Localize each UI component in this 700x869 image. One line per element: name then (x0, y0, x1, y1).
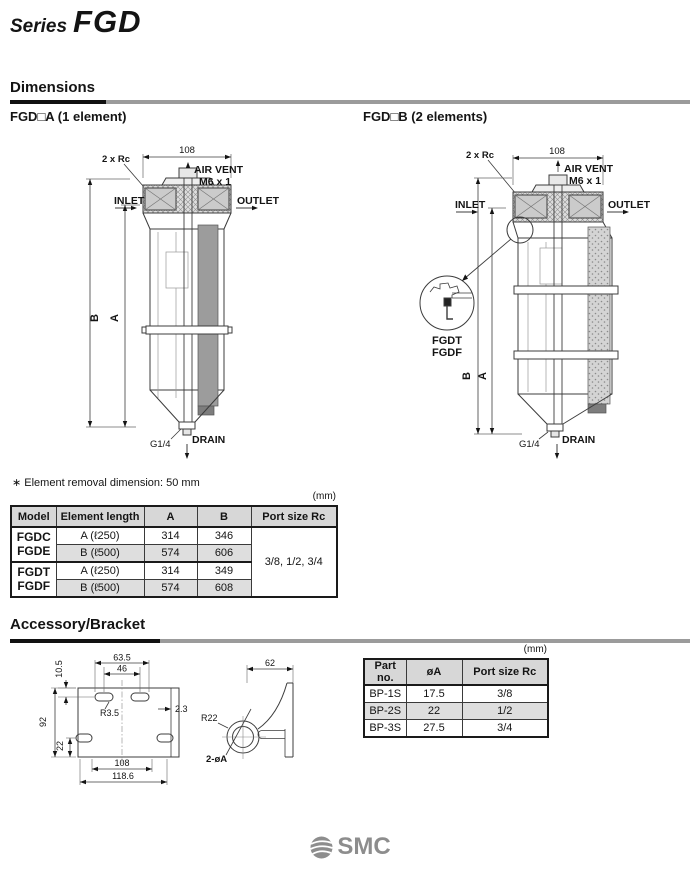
label-drain: DRAIN (562, 434, 596, 446)
table-row: FGDT FGDF A (ℓ250) 314 349 (11, 562, 337, 580)
smc-logo-text: SMC (337, 833, 391, 860)
label-drain: DRAIN (192, 434, 226, 446)
bracket-table (363, 658, 549, 738)
label-inlet: INLET (114, 195, 145, 207)
label-ports: 2 x Rc (466, 150, 494, 161)
detail-model-1: FGDT (432, 335, 462, 347)
page-title (10, 4, 141, 40)
bracket-table-unit: (mm) (523, 644, 547, 655)
dim-slot-span: 46 (116, 663, 128, 674)
label-ports: 2 x Rc (102, 154, 130, 165)
label-air-vent: AIR VENT (564, 163, 614, 175)
col-model: Model (11, 506, 56, 527)
col-part-no: Part no. (364, 659, 406, 685)
label-air-vent-thread: M6 x 1 (199, 176, 232, 188)
dim-bottom-offset: 22 (55, 740, 65, 752)
col-b: B (197, 506, 251, 527)
label-air-vent-thread: M6 x 1 (569, 175, 602, 187)
drawing-fgda (78, 132, 313, 467)
dim-thickness: 2.3 (175, 704, 188, 714)
dim-depth: 62 (264, 658, 276, 668)
smc-globe-icon (309, 835, 334, 860)
table-row: FGDC FGDE A (ℓ250) 314 346 3/8, 1/2, 3/4 (11, 527, 337, 545)
footer-logo (0, 833, 700, 861)
dim-inner-width: 108 (114, 758, 130, 768)
dim-radius: R22 (201, 713, 218, 723)
table-row: BP-1S 17.5 3/8 (364, 685, 548, 703)
label-outlet: OUTLET (608, 199, 650, 211)
col-port-size: Port size Rc (251, 506, 337, 527)
table-row: BP-2S 22 1/2 (364, 703, 548, 720)
port-size-cell: 3/8, 1/2, 3/4 (251, 527, 337, 597)
label-drain-thread: G1/4 (150, 439, 171, 450)
dim-a-label: A (109, 314, 121, 322)
dim-outer-width: 118.6 (112, 771, 134, 781)
dim-head-width: 108 (549, 146, 565, 157)
label-inlet: INLET (455, 199, 486, 211)
dim-holes: 2-øA (206, 754, 228, 765)
subtitle-fgdb: FGD□B (2 elements) (363, 109, 488, 124)
section-rule-dimensions (10, 100, 690, 104)
dimension-table-header (11, 506, 337, 527)
dim-height: 92 (38, 716, 48, 728)
dim-a-label: A (477, 372, 489, 380)
series-model: FGD (73, 4, 142, 39)
element-removal-note: ∗ Element removal dimension: 50 mm (12, 477, 200, 489)
table-row: BP-3S 27.5 3/4 (364, 720, 548, 738)
series-label: Series (10, 16, 68, 37)
table-row: B (ℓ500) 574 606 (11, 545, 337, 563)
dim-b-label: B (89, 314, 101, 322)
table-row: B (ℓ500) 574 608 (11, 580, 337, 598)
dim-top-offset: 10.5 (54, 660, 64, 678)
dim-head-width: 108 (179, 145, 195, 156)
label-air-vent: AIR VENT (194, 164, 244, 176)
detail-model-2: FGDF (432, 347, 462, 359)
dimension-table (10, 505, 338, 598)
col-port-size: Port size Rc (462, 659, 548, 685)
section-title-dimensions: Dimensions (10, 79, 96, 96)
label-drain-thread: G1/4 (519, 439, 540, 450)
col-a: A (144, 506, 197, 527)
drawing-fgdb (360, 132, 695, 472)
label-outlet: OUTLET (237, 195, 279, 207)
model-cell: FGDT FGDF (11, 562, 56, 597)
dim-b-label: B (461, 372, 473, 380)
section-rule-accessory (10, 639, 690, 643)
dim-slot-radius: R3.5 (100, 708, 120, 718)
bracket-front-drawing (30, 652, 215, 800)
col-element-length: Element length (56, 506, 144, 527)
dim-table-unit: (mm) (312, 491, 336, 502)
bracket-side-drawing (196, 655, 361, 800)
model-cell: FGDC FGDE (11, 527, 56, 562)
dim-top-width: 63.5 (113, 652, 131, 663)
bracket-table-header (364, 659, 548, 685)
col-dia: øA (406, 659, 462, 685)
section-title-accessory: Accessory/Bracket (10, 616, 146, 633)
subtitle-fgda: FGD□A (1 element) (10, 109, 127, 124)
